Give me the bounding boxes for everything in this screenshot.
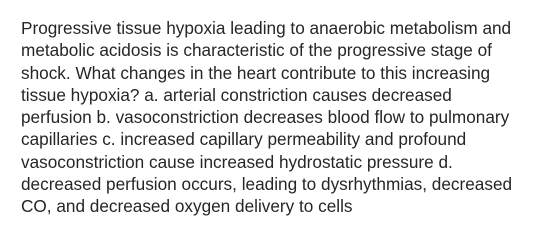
- question-text: [21, 17, 541, 218]
- question-line: vasoconstriction cause increased hydrostatic pressure d.: [21, 151, 453, 172]
- question-line: metabolic acidosis is characteristic of the progressive stage of: [21, 40, 492, 61]
- question-line: tissue hypoxia? a. arterial constriction causes decreased: [21, 84, 452, 105]
- question-line: capillaries c. increased capillary permeability and profound: [21, 129, 467, 150]
- question-line: decreased perfusion occurs, leading to dysrhythmias, decreased: [21, 174, 513, 195]
- question-line: Progressive tissue hypoxia leading to anaerobic metabolism and: [21, 18, 512, 38]
- question-line: perfusion b. vasoconstriction decreases blood flow to pulmonary: [21, 107, 510, 128]
- question-line: shock. What changes in the heart contribute to this increasing: [21, 62, 491, 83]
- question-line: CO, and decreased oxygen delivery to cells: [21, 196, 353, 217]
